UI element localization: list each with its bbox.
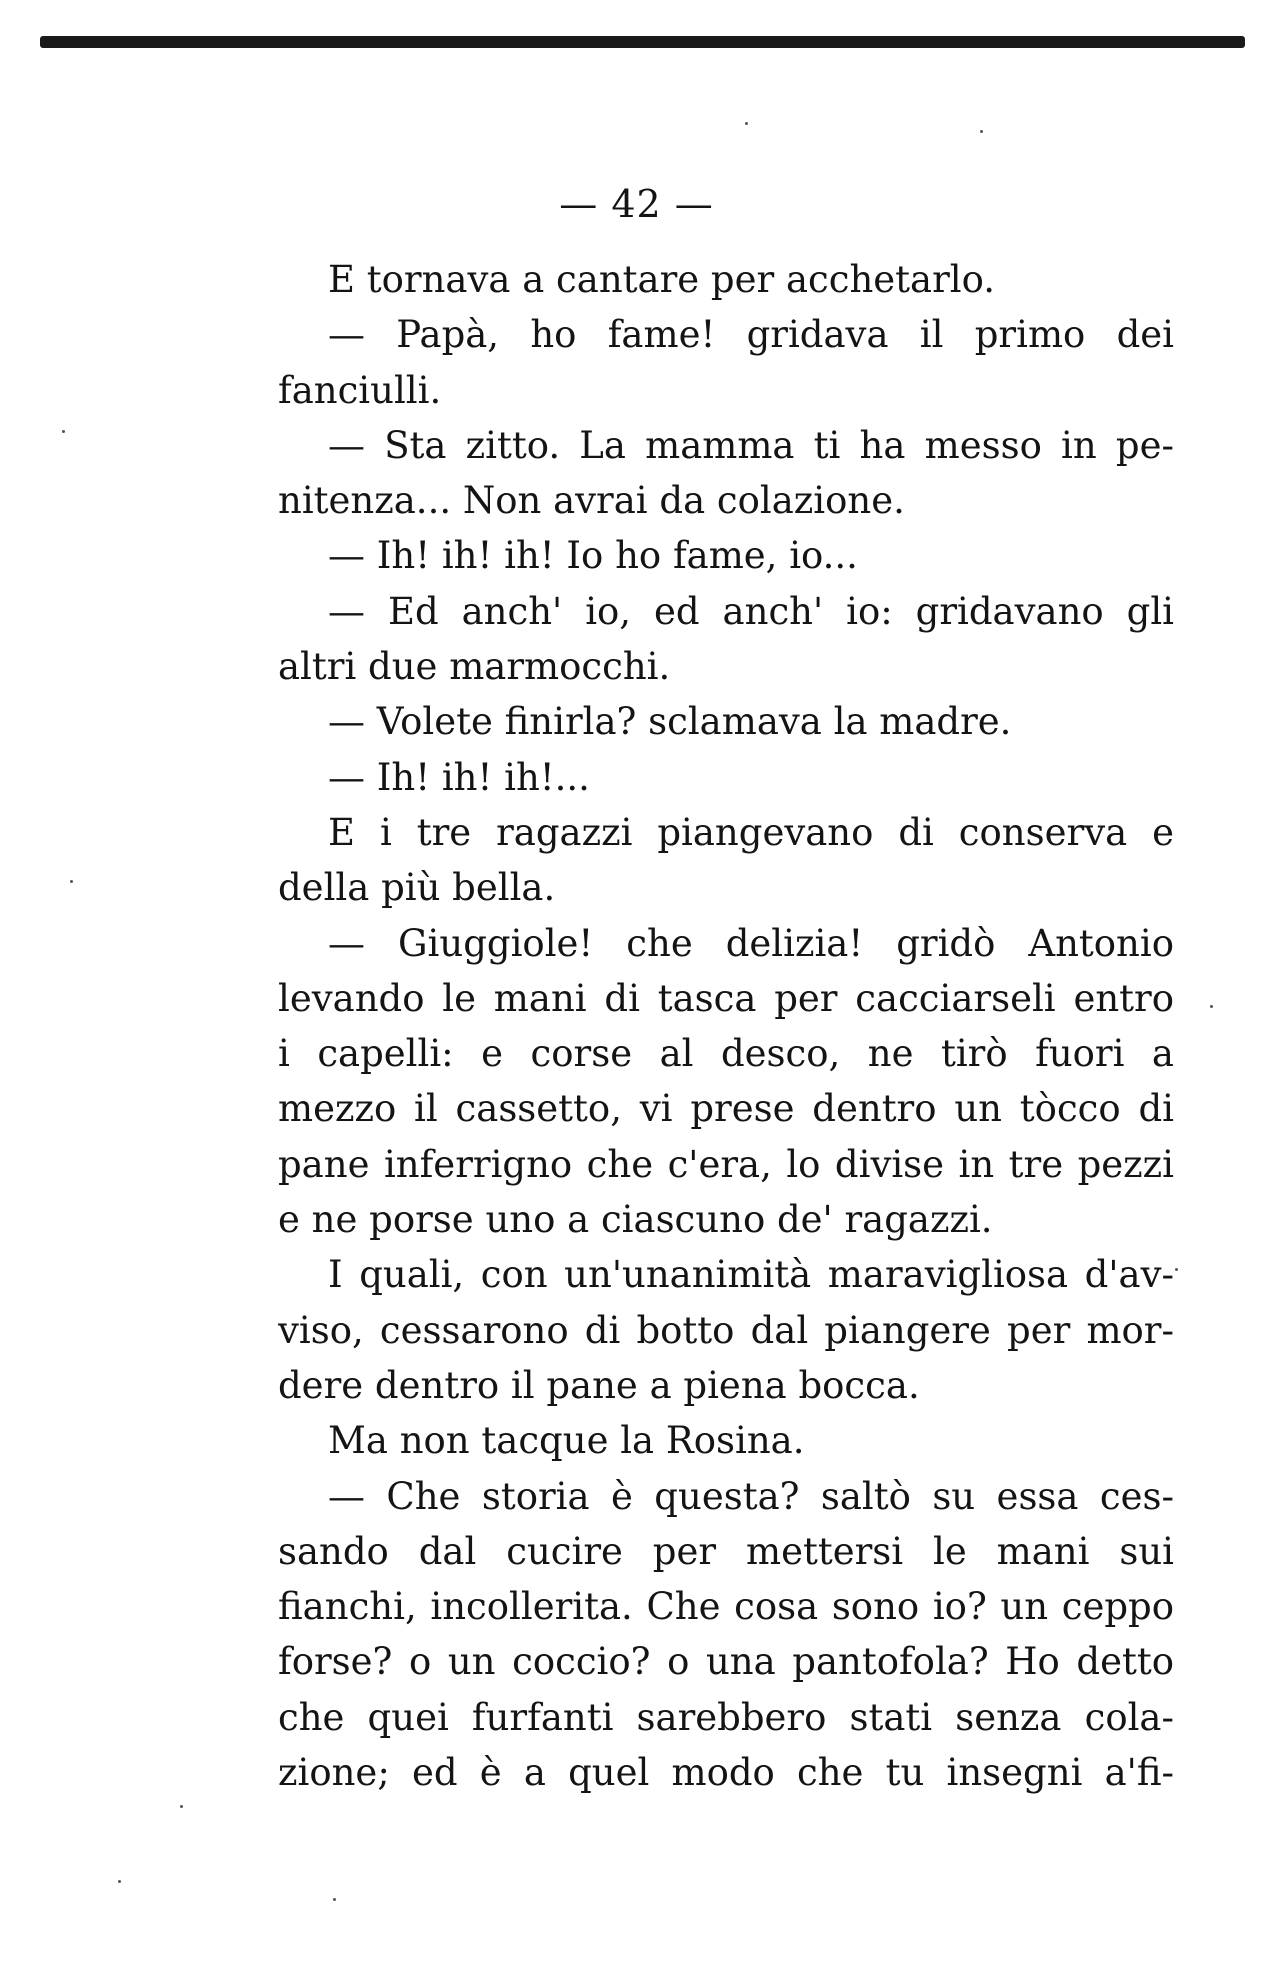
text-line: i capelli: e corse al desco, ne tirò fuori a xyxy=(278,1032,1174,1076)
text-line: zione; ed è a quel modo che tu insegni a'fi- xyxy=(278,1751,1174,1795)
text-line: — Papà, ho fame! gridava il primo dei xyxy=(328,313,1174,357)
text-line: che quei furfanti sarebbero stati senza cola- xyxy=(278,1695,1174,1739)
text-line: dere dentro il pane a piena bocca. xyxy=(278,1363,920,1407)
text-line: fanciulli. xyxy=(278,368,442,412)
body-text xyxy=(278,252,1174,1800)
print-speck xyxy=(70,880,73,883)
text-line: e ne porse uno a ciascuno de' ragazzi. xyxy=(278,1198,993,1242)
page-number: — 42 — xyxy=(559,182,714,226)
print-speck xyxy=(1210,1005,1213,1008)
text-line: mezzo il cassetto, vi prese dentro un tòcco di xyxy=(278,1087,1174,1131)
text-line: — Ed anch' io, ed anch' io: gridavano gli xyxy=(328,589,1174,633)
text-line: viso, cessarono di botto dal piangere per mor- xyxy=(278,1308,1174,1352)
text-line: della più bella. xyxy=(278,866,556,910)
top-rule xyxy=(40,36,1245,48)
print-speck xyxy=(980,130,983,133)
text-line: fianchi, incollerita. Che cosa sono io? un ceppo xyxy=(278,1585,1174,1629)
text-line: sando dal cucire per mettersi le mani sui xyxy=(278,1529,1174,1573)
print-speck xyxy=(118,1880,121,1883)
text-line: Ma non tacque la Rosina. xyxy=(328,1419,805,1463)
text-line: forse? o un coccio? o una pantofola? Ho detto xyxy=(278,1640,1174,1684)
text-line: I quali, con un'unanimità maravigliosa d'av- xyxy=(328,1253,1174,1297)
text-line: E i tre ragazzi piangevano di conserva e xyxy=(328,810,1174,854)
text-line: pane inferrigno che c'era, lo divise in tre pezzi xyxy=(278,1142,1174,1186)
text-line: — Giuggiole! che delizia! gridò Antonio xyxy=(328,921,1174,965)
print-speck xyxy=(1175,1268,1178,1271)
print-speck xyxy=(180,1805,183,1808)
text-line: — Ih! ih! ih! Io ho fame, io... xyxy=(328,534,858,578)
print-speck xyxy=(745,122,748,125)
text-line: — Ih! ih! ih!... xyxy=(328,755,590,799)
print-speck xyxy=(333,1898,336,1901)
text-line: nitenza... Non avrai da colazione. xyxy=(278,479,905,523)
text-line: levando le mani di tasca per cacciarseli entro xyxy=(278,976,1174,1020)
text-line: — Che storia è questa? saltò su essa ces- xyxy=(328,1474,1174,1518)
text-line: — Volete finirla? sclamava la madre. xyxy=(328,700,1012,744)
text-line: E tornava a cantare per acchetarlo. xyxy=(328,258,996,301)
print-speck xyxy=(62,430,65,433)
text-line: altri due marmocchi. xyxy=(278,645,671,689)
text-line: — Sta zitto. La mamma ti ha messo in pe- xyxy=(328,423,1174,467)
